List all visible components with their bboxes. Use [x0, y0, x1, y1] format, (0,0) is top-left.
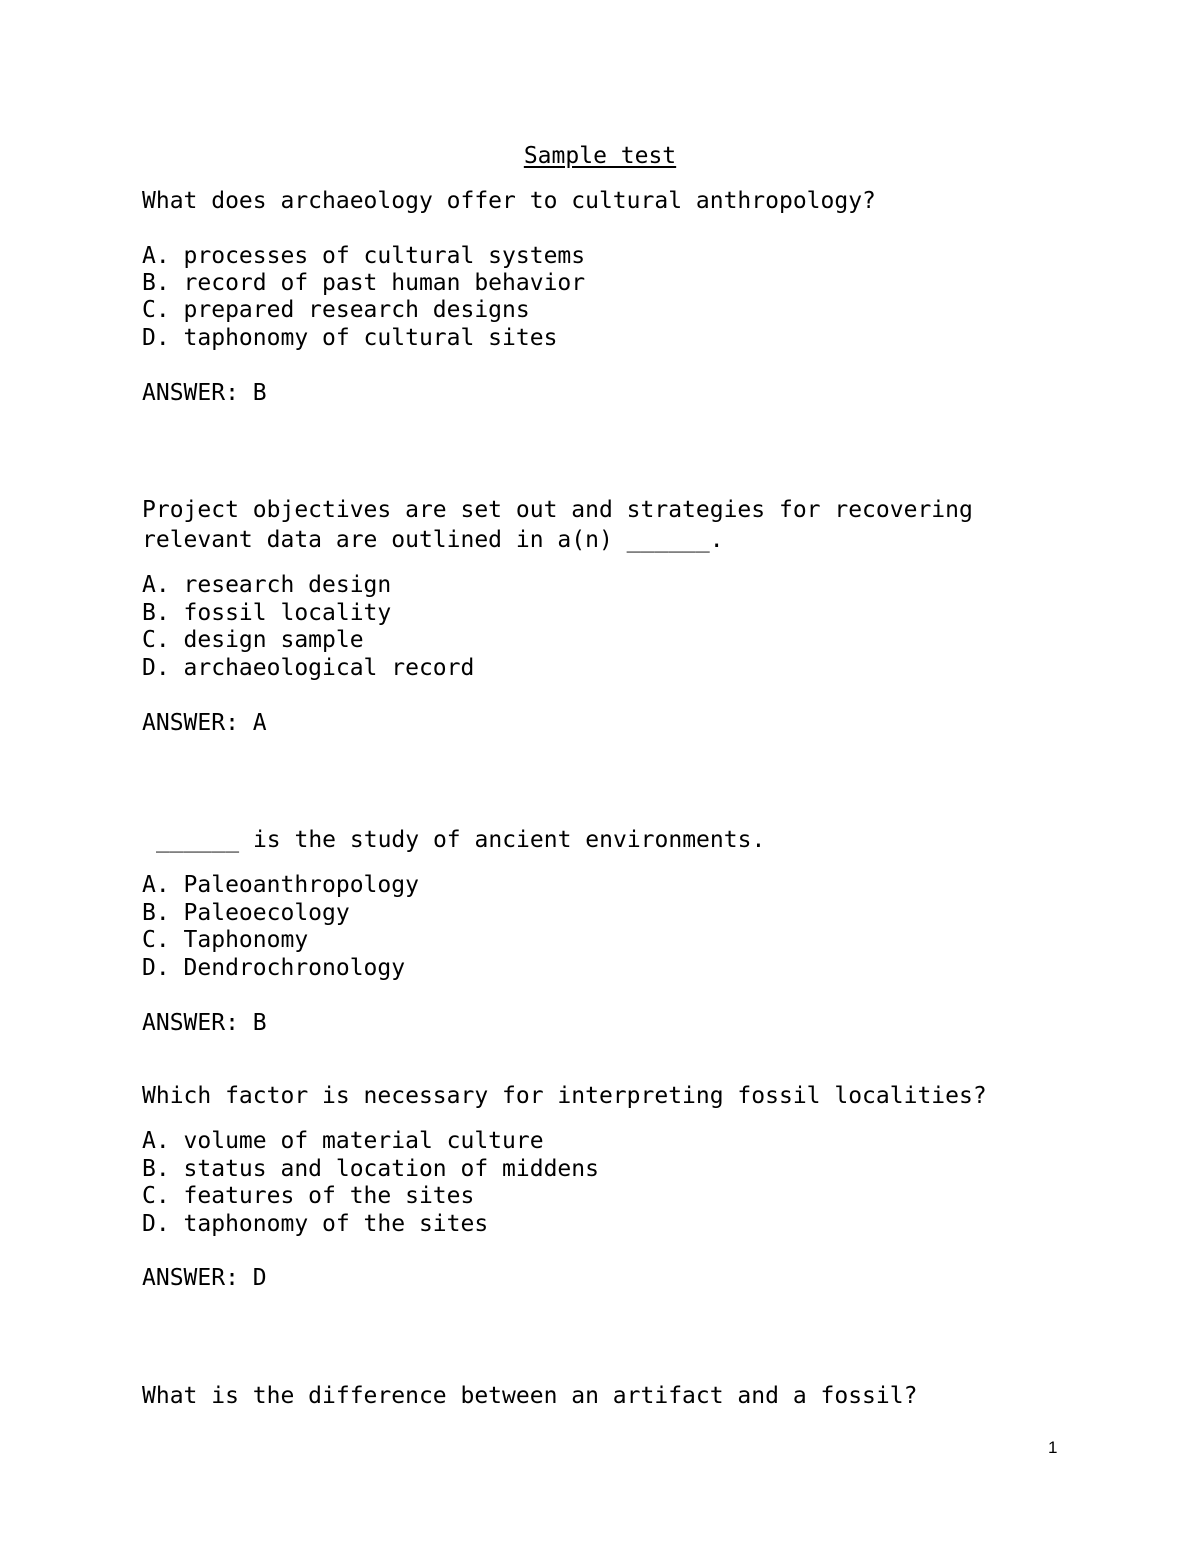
question-stem-line-2	[142, 526, 724, 554]
option-a: A. Paleoanthropology	[142, 872, 419, 898]
option-d: D. archaeological record	[142, 655, 475, 681]
answer-text: ANSWER: B	[142, 380, 267, 406]
question-stem-text: relevant data are outlined in a(n)	[142, 527, 627, 553]
option-d: D. taphonomy of cultural sites	[142, 325, 558, 351]
question-stem	[156, 826, 765, 854]
option-c: C. features of the sites	[142, 1183, 475, 1209]
question-stem-period: .	[709, 527, 724, 553]
question-stem: What is the difference between an artifact and a fossil?	[142, 1383, 918, 1409]
option-c: C. prepared research designs	[142, 297, 530, 323]
question-stem-line-1: Project objectives are set out and strategies for recovering	[142, 497, 973, 523]
answer-text: ANSWER: D	[142, 1265, 267, 1291]
option-d: D. Dendrochronology	[142, 955, 406, 981]
option-b: B. status and location of middens	[142, 1156, 599, 1182]
option-a: A. volume of material culture	[142, 1128, 544, 1154]
option-b: B. fossil locality	[142, 600, 392, 626]
option-b: B. Paleoecology	[142, 900, 350, 926]
option-c: C. Taphonomy	[142, 927, 309, 953]
page-number: 1	[1048, 1438, 1058, 1457]
option-b: B. record of past human behavior	[142, 270, 586, 296]
fill-in-blank: ______	[626, 527, 710, 553]
answer-text: ANSWER: B	[142, 1010, 267, 1036]
question-stem: What does archaeology offer to cultural anthropology?	[142, 188, 876, 214]
option-a: A. research design	[142, 572, 392, 598]
fill-in-blank: ______	[156, 827, 240, 853]
option-a: A. processes of cultural systems	[142, 243, 586, 269]
option-d: D. taphonomy of the sites	[142, 1211, 489, 1237]
page-title: Sample test	[523, 143, 677, 169]
question-stem-text: is the study of ancient environments.	[239, 827, 766, 853]
answer-text: ANSWER: A	[142, 710, 267, 736]
option-c: C. design sample	[142, 627, 364, 653]
question-stem: Which factor is necessary for interpreting fossil localities?	[142, 1083, 987, 1109]
